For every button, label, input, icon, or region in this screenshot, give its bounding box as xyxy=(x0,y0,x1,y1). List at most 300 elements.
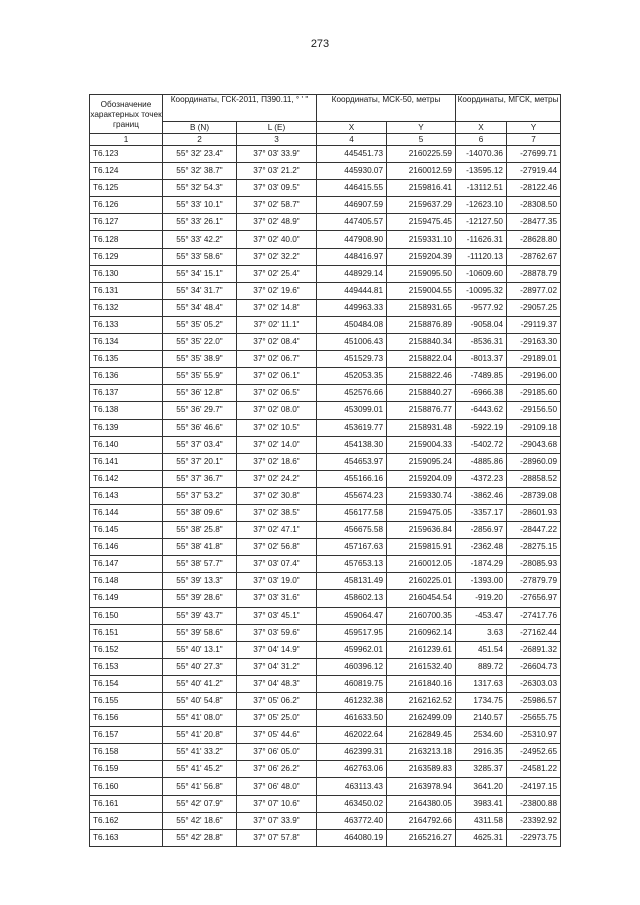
mgsk-y: -28477.35 xyxy=(507,214,561,231)
point-code: Т6.129 xyxy=(90,248,163,265)
latitude-b: 55° 35' 05.2" xyxy=(163,316,237,333)
point-code: Т6.147 xyxy=(90,556,163,573)
mgsk-y: -29109.18 xyxy=(507,419,561,436)
longitude-l: 37° 06' 05.0" xyxy=(237,744,317,761)
latitude-b: 55° 38' 57.7" xyxy=(163,556,237,573)
latitude-b: 55° 37' 20.1" xyxy=(163,453,237,470)
longitude-l: 37° 02' 56.8" xyxy=(237,539,317,556)
mgsk-y: -25655.75 xyxy=(507,710,561,727)
longitude-l: 37° 02' 14.8" xyxy=(237,299,317,316)
table-row xyxy=(90,368,561,385)
mgsk-x: 889.72 xyxy=(456,658,507,675)
mgsk-x: -1874.29 xyxy=(456,556,507,573)
point-code: Т6.139 xyxy=(90,419,163,436)
msk-y: 2160454.54 xyxy=(387,590,456,607)
msk-x: 448929.14 xyxy=(317,265,387,282)
coordinates-table xyxy=(89,94,561,847)
table-row xyxy=(90,163,561,180)
table-row xyxy=(90,573,561,590)
longitude-l: 37° 02' 10.5" xyxy=(237,419,317,436)
longitude-l: 37° 02' 24.2" xyxy=(237,470,317,487)
mgsk-x: 2916.35 xyxy=(456,744,507,761)
msk-x: 451529.73 xyxy=(317,351,387,368)
mgsk-x: -12623.10 xyxy=(456,197,507,214)
point-code: Т6.145 xyxy=(90,522,163,539)
table-row xyxy=(90,710,561,727)
table-row xyxy=(90,539,561,556)
subheader-mgsk-y: Y xyxy=(507,122,561,134)
longitude-l: 37° 02' 06.7" xyxy=(237,351,317,368)
msk-x: 447405.57 xyxy=(317,214,387,231)
msk-x: 455674.23 xyxy=(317,487,387,504)
mgsk-x: -4372.23 xyxy=(456,470,507,487)
point-code: Т6.143 xyxy=(90,487,163,504)
msk-x: 462399.31 xyxy=(317,744,387,761)
msk-y: 2164380.05 xyxy=(387,795,456,812)
mgsk-y: -28762.67 xyxy=(507,248,561,265)
latitude-b: 55° 41' 45.2" xyxy=(163,761,237,778)
subheader-msk-y: Y xyxy=(387,122,456,134)
longitude-l: 37° 02' 48.9" xyxy=(237,214,317,231)
mgsk-x: -13595.12 xyxy=(456,163,507,180)
table-row xyxy=(90,299,561,316)
mgsk-x: -14070.36 xyxy=(456,146,507,163)
header-msk: Координаты, МСК-50, метры xyxy=(317,95,456,122)
mgsk-y: -29196.00 xyxy=(507,368,561,385)
latitude-b: 55° 34' 31.7" xyxy=(163,282,237,299)
mgsk-x: -7489.85 xyxy=(456,368,507,385)
mgsk-x: -8536.31 xyxy=(456,334,507,351)
mgsk-x: 2140.57 xyxy=(456,710,507,727)
msk-y: 2159330.74 xyxy=(387,487,456,504)
latitude-b: 55° 36' 46.6" xyxy=(163,419,237,436)
point-code: Т6.125 xyxy=(90,180,163,197)
table-row xyxy=(90,778,561,795)
mgsk-y: -29185.60 xyxy=(507,385,561,402)
column-number: 5 xyxy=(387,134,456,146)
point-code: Т6.159 xyxy=(90,761,163,778)
table-row xyxy=(90,761,561,778)
msk-x: 464080.19 xyxy=(317,829,387,846)
msk-y: 2165216.27 xyxy=(387,829,456,846)
latitude-b: 55° 36' 29.7" xyxy=(163,402,237,419)
column-number: 7 xyxy=(507,134,561,146)
msk-y: 2159815.91 xyxy=(387,539,456,556)
mgsk-y: -27656.97 xyxy=(507,590,561,607)
mgsk-y: -23800.88 xyxy=(507,795,561,812)
mgsk-y: -28447.22 xyxy=(507,522,561,539)
longitude-l: 37° 03' 59.6" xyxy=(237,624,317,641)
mgsk-y: -28960.09 xyxy=(507,453,561,470)
page-number: 273 xyxy=(310,38,330,50)
table-row xyxy=(90,607,561,624)
table-row xyxy=(90,693,561,710)
msk-y: 2159637.29 xyxy=(387,197,456,214)
mgsk-x: -11626.31 xyxy=(456,231,507,248)
point-code: Т6.150 xyxy=(90,607,163,624)
msk-x: 446907.59 xyxy=(317,197,387,214)
mgsk-y: -27417.76 xyxy=(507,607,561,624)
latitude-b: 55° 39' 58.6" xyxy=(163,624,237,641)
longitude-l: 37° 03' 21.2" xyxy=(237,163,317,180)
msk-x: 446415.55 xyxy=(317,180,387,197)
point-code: Т6.151 xyxy=(90,624,163,641)
latitude-b: 55° 35' 55.9" xyxy=(163,368,237,385)
point-code: Т6.123 xyxy=(90,146,163,163)
longitude-l: 37° 07' 57.8" xyxy=(237,829,317,846)
point-code: Т6.162 xyxy=(90,812,163,829)
msk-y: 2163213.18 xyxy=(387,744,456,761)
mgsk-x: -919.20 xyxy=(456,590,507,607)
point-code: Т6.134 xyxy=(90,334,163,351)
longitude-l: 37° 02' 14.0" xyxy=(237,436,317,453)
latitude-b: 55° 42' 07.9" xyxy=(163,795,237,812)
header-designation: Обозначение характерных точек границ xyxy=(90,95,163,134)
latitude-b: 55° 33' 26.1" xyxy=(163,214,237,231)
latitude-b: 55° 42' 18.6" xyxy=(163,812,237,829)
point-code: Т6.155 xyxy=(90,693,163,710)
longitude-l: 37° 06' 26.2" xyxy=(237,761,317,778)
latitude-b: 55° 41' 20.8" xyxy=(163,727,237,744)
mgsk-y: -26303.03 xyxy=(507,675,561,692)
mgsk-y: -24197.15 xyxy=(507,778,561,795)
mgsk-x: 3641.20 xyxy=(456,778,507,795)
point-code: Т6.146 xyxy=(90,539,163,556)
msk-y: 2163978.94 xyxy=(387,778,456,795)
mgsk-y: -27162.44 xyxy=(507,624,561,641)
latitude-b: 55° 37' 53.2" xyxy=(163,487,237,504)
mgsk-y: -23392.92 xyxy=(507,812,561,829)
subheader-b: B (N) xyxy=(163,122,237,134)
longitude-l: 37° 02' 38.5" xyxy=(237,504,317,521)
table-row xyxy=(90,334,561,351)
msk-x: 447908.90 xyxy=(317,231,387,248)
mgsk-y: -29156.50 xyxy=(507,402,561,419)
longitude-l: 37° 03' 33.9" xyxy=(237,146,317,163)
msk-x: 462763.06 xyxy=(317,761,387,778)
msk-y: 2159204.39 xyxy=(387,248,456,265)
longitude-l: 37° 02' 19.6" xyxy=(237,282,317,299)
mgsk-x: -6443.62 xyxy=(456,402,507,419)
msk-x: 453099.01 xyxy=(317,402,387,419)
table-row xyxy=(90,727,561,744)
latitude-b: 55° 33' 58.6" xyxy=(163,248,237,265)
latitude-b: 55° 39' 43.7" xyxy=(163,607,237,624)
mgsk-y: -27919.44 xyxy=(507,163,561,180)
point-code: Т6.130 xyxy=(90,265,163,282)
mgsk-y: -28739.08 xyxy=(507,487,561,504)
msk-x: 449444.81 xyxy=(317,282,387,299)
msk-x: 460819.75 xyxy=(317,675,387,692)
msk-y: 2158876.77 xyxy=(387,402,456,419)
msk-y: 2160012.59 xyxy=(387,163,456,180)
latitude-b: 55° 32' 38.7" xyxy=(163,163,237,180)
msk-y: 2158931.48 xyxy=(387,419,456,436)
msk-x: 448416.97 xyxy=(317,248,387,265)
column-number: 1 xyxy=(90,134,163,146)
msk-x: 458602.13 xyxy=(317,590,387,607)
longitude-l: 37° 07' 33.9" xyxy=(237,812,317,829)
mgsk-y: -28122.46 xyxy=(507,180,561,197)
msk-x: 461633.50 xyxy=(317,710,387,727)
msk-x: 459064.47 xyxy=(317,607,387,624)
msk-y: 2158931.65 xyxy=(387,299,456,316)
msk-x: 463450.02 xyxy=(317,795,387,812)
longitude-l: 37° 02' 32.2" xyxy=(237,248,317,265)
longitude-l: 37° 02' 58.7" xyxy=(237,197,317,214)
table-row xyxy=(90,402,561,419)
mgsk-y: -24952.65 xyxy=(507,744,561,761)
mgsk-y: -27699.71 xyxy=(507,146,561,163)
msk-x: 459962.01 xyxy=(317,641,387,658)
longitude-l: 37° 03' 31.6" xyxy=(237,590,317,607)
point-code: Т6.128 xyxy=(90,231,163,248)
msk-y: 2158822.46 xyxy=(387,368,456,385)
msk-x: 454138.30 xyxy=(317,436,387,453)
msk-x: 451006.43 xyxy=(317,334,387,351)
latitude-b: 55° 39' 13.3" xyxy=(163,573,237,590)
point-code: Т6.124 xyxy=(90,163,163,180)
mgsk-x: -1393.00 xyxy=(456,573,507,590)
column-number: 4 xyxy=(317,134,387,146)
msk-y: 2159816.41 xyxy=(387,180,456,197)
msk-x: 459517.95 xyxy=(317,624,387,641)
latitude-b: 55° 35' 38.9" xyxy=(163,351,237,368)
mgsk-y: -27879.79 xyxy=(507,573,561,590)
column-number: 3 xyxy=(237,134,317,146)
table-row xyxy=(90,556,561,573)
longitude-l: 37° 05' 44.6" xyxy=(237,727,317,744)
table-row xyxy=(90,180,561,197)
table-row xyxy=(90,658,561,675)
mgsk-y: -24581.22 xyxy=(507,761,561,778)
table-row xyxy=(90,470,561,487)
table-row xyxy=(90,744,561,761)
point-code: Т6.132 xyxy=(90,299,163,316)
latitude-b: 55° 33' 42.2" xyxy=(163,231,237,248)
msk-y: 2161840.16 xyxy=(387,675,456,692)
subheader-mgsk-x: X xyxy=(456,122,507,134)
table-row xyxy=(90,675,561,692)
point-code: Т6.152 xyxy=(90,641,163,658)
table-row xyxy=(90,436,561,453)
point-code: Т6.138 xyxy=(90,402,163,419)
msk-x: 452576.66 xyxy=(317,385,387,402)
msk-y: 2159095.50 xyxy=(387,265,456,282)
longitude-l: 37° 03' 07.4" xyxy=(237,556,317,573)
msk-x: 463772.40 xyxy=(317,812,387,829)
mgsk-y: -25986.57 xyxy=(507,693,561,710)
mgsk-x: 1317.63 xyxy=(456,675,507,692)
latitude-b: 55° 34' 15.1" xyxy=(163,265,237,282)
msk-x: 453619.77 xyxy=(317,419,387,436)
longitude-l: 37° 04' 14.9" xyxy=(237,641,317,658)
point-code: Т6.161 xyxy=(90,795,163,812)
msk-y: 2159004.55 xyxy=(387,282,456,299)
point-code: Т6.163 xyxy=(90,829,163,846)
mgsk-x: -4885.86 xyxy=(456,453,507,470)
mgsk-y: -28628.80 xyxy=(507,231,561,248)
msk-x: 452053.35 xyxy=(317,368,387,385)
longitude-l: 37° 02' 11.1" xyxy=(237,316,317,333)
point-code: Т6.154 xyxy=(90,675,163,692)
mgsk-x: 1734.75 xyxy=(456,693,507,710)
table-row xyxy=(90,829,561,846)
mgsk-y: -28977.02 xyxy=(507,282,561,299)
msk-y: 2160225.01 xyxy=(387,573,456,590)
mgsk-x: -5922.19 xyxy=(456,419,507,436)
table-row xyxy=(90,812,561,829)
longitude-l: 37° 02' 08.0" xyxy=(237,402,317,419)
table-row xyxy=(90,351,561,368)
msk-x: 458131.49 xyxy=(317,573,387,590)
msk-x: 455166.16 xyxy=(317,470,387,487)
msk-x: 456675.58 xyxy=(317,522,387,539)
latitude-b: 55° 34' 48.4" xyxy=(163,299,237,316)
table-body xyxy=(90,146,561,847)
longitude-l: 37° 02' 06.5" xyxy=(237,385,317,402)
msk-y: 2162162.52 xyxy=(387,693,456,710)
table-row xyxy=(90,522,561,539)
msk-x: 454653.97 xyxy=(317,453,387,470)
table-row xyxy=(90,248,561,265)
msk-x: 461232.38 xyxy=(317,693,387,710)
mgsk-y: -28601.93 xyxy=(507,504,561,521)
header-mgsk: Координаты, МГСК, метры xyxy=(456,95,561,122)
mgsk-y: -26891.32 xyxy=(507,641,561,658)
latitude-b: 55° 35' 22.0" xyxy=(163,334,237,351)
point-code: Т6.144 xyxy=(90,504,163,521)
longitude-l: 37° 05' 25.0" xyxy=(237,710,317,727)
msk-y: 2160225.59 xyxy=(387,146,456,163)
mgsk-y: -28085.93 xyxy=(507,556,561,573)
point-code: Т6.156 xyxy=(90,710,163,727)
table-row xyxy=(90,265,561,282)
msk-x: 460396.12 xyxy=(317,658,387,675)
subheader-l: L (E) xyxy=(237,122,317,134)
table-row xyxy=(90,795,561,812)
mgsk-x: -10095.32 xyxy=(456,282,507,299)
mgsk-x: -5402.72 xyxy=(456,436,507,453)
latitude-b: 55° 40' 54.8" xyxy=(163,693,237,710)
longitude-l: 37° 03' 09.5" xyxy=(237,180,317,197)
point-code: Т6.157 xyxy=(90,727,163,744)
header-gsk: Координаты, ГСК-2011, П390.11, ° ' " xyxy=(163,95,317,122)
mgsk-x: -9577.92 xyxy=(456,299,507,316)
table-row xyxy=(90,197,561,214)
msk-y: 2159331.10 xyxy=(387,231,456,248)
point-code: Т6.133 xyxy=(90,316,163,333)
longitude-l: 37° 02' 40.0" xyxy=(237,231,317,248)
mgsk-x: 2534.60 xyxy=(456,727,507,744)
longitude-l: 37° 02' 18.6" xyxy=(237,453,317,470)
point-code: Т6.135 xyxy=(90,351,163,368)
point-code: Т6.126 xyxy=(90,197,163,214)
mgsk-x: -3862.46 xyxy=(456,487,507,504)
mgsk-y: -28878.79 xyxy=(507,265,561,282)
longitude-l: 37° 04' 31.2" xyxy=(237,658,317,675)
mgsk-x: -3357.17 xyxy=(456,504,507,521)
msk-y: 2158840.34 xyxy=(387,334,456,351)
latitude-b: 55° 36' 12.8" xyxy=(163,385,237,402)
msk-y: 2159095.24 xyxy=(387,453,456,470)
mgsk-x: -2856.97 xyxy=(456,522,507,539)
latitude-b: 55° 38' 41.8" xyxy=(163,539,237,556)
msk-x: 462022.64 xyxy=(317,727,387,744)
table-row xyxy=(90,385,561,402)
mgsk-y: -29189.01 xyxy=(507,351,561,368)
mgsk-x: 4311.58 xyxy=(456,812,507,829)
longitude-l: 37° 02' 47.1" xyxy=(237,522,317,539)
mgsk-x: -11120.13 xyxy=(456,248,507,265)
latitude-b: 55° 41' 33.2" xyxy=(163,744,237,761)
mgsk-x: -2362.48 xyxy=(456,539,507,556)
msk-y: 2159475.45 xyxy=(387,214,456,231)
mgsk-x: 4625.31 xyxy=(456,829,507,846)
point-code: Т6.142 xyxy=(90,470,163,487)
point-code: Т6.137 xyxy=(90,385,163,402)
msk-y: 2161532.40 xyxy=(387,658,456,675)
latitude-b: 55° 41' 56.8" xyxy=(163,778,237,795)
latitude-b: 55° 40' 13.1" xyxy=(163,641,237,658)
msk-y: 2161239.61 xyxy=(387,641,456,658)
msk-y: 2158822.04 xyxy=(387,351,456,368)
point-code: Т6.140 xyxy=(90,436,163,453)
point-code: Т6.160 xyxy=(90,778,163,795)
latitude-b: 55° 32' 54.3" xyxy=(163,180,237,197)
mgsk-y: -29043.68 xyxy=(507,436,561,453)
mgsk-y: -26604.73 xyxy=(507,658,561,675)
latitude-b: 55° 38' 09.6" xyxy=(163,504,237,521)
mgsk-x: -10609.60 xyxy=(456,265,507,282)
mgsk-x: -6966.38 xyxy=(456,385,507,402)
msk-x: 449963.33 xyxy=(317,299,387,316)
mgsk-y: -25310.97 xyxy=(507,727,561,744)
latitude-b: 55° 39' 28.6" xyxy=(163,590,237,607)
msk-y: 2164792.66 xyxy=(387,812,456,829)
column-number: 6 xyxy=(456,134,507,146)
mgsk-y: -29057.25 xyxy=(507,299,561,316)
mgsk-x: 3983.41 xyxy=(456,795,507,812)
latitude-b: 55° 41' 08.0" xyxy=(163,710,237,727)
table-row xyxy=(90,641,561,658)
point-code: Т6.153 xyxy=(90,658,163,675)
longitude-l: 37° 02' 25.4" xyxy=(237,265,317,282)
point-code: Т6.149 xyxy=(90,590,163,607)
longitude-l: 37° 06' 48.0" xyxy=(237,778,317,795)
msk-x: 445451.73 xyxy=(317,146,387,163)
msk-y: 2160012.05 xyxy=(387,556,456,573)
msk-x: 450484.08 xyxy=(317,316,387,333)
msk-y: 2162849.45 xyxy=(387,727,456,744)
longitude-l: 37° 07' 10.6" xyxy=(237,795,317,812)
msk-y: 2160962.14 xyxy=(387,624,456,641)
mgsk-x: -8013.37 xyxy=(456,351,507,368)
latitude-b: 55° 42' 28.8" xyxy=(163,829,237,846)
msk-y: 2159636.84 xyxy=(387,522,456,539)
mgsk-y: -28858.52 xyxy=(507,470,561,487)
table-row xyxy=(90,214,561,231)
longitude-l: 37° 04' 48.3" xyxy=(237,675,317,692)
subheader-msk-x: X xyxy=(317,122,387,134)
table-row xyxy=(90,146,561,163)
latitude-b: 55° 40' 41.2" xyxy=(163,675,237,692)
latitude-b: 55° 37' 36.7" xyxy=(163,470,237,487)
mgsk-x: -12127.50 xyxy=(456,214,507,231)
msk-x: 457653.13 xyxy=(317,556,387,573)
msk-y: 2159475.05 xyxy=(387,504,456,521)
table-row xyxy=(90,453,561,470)
